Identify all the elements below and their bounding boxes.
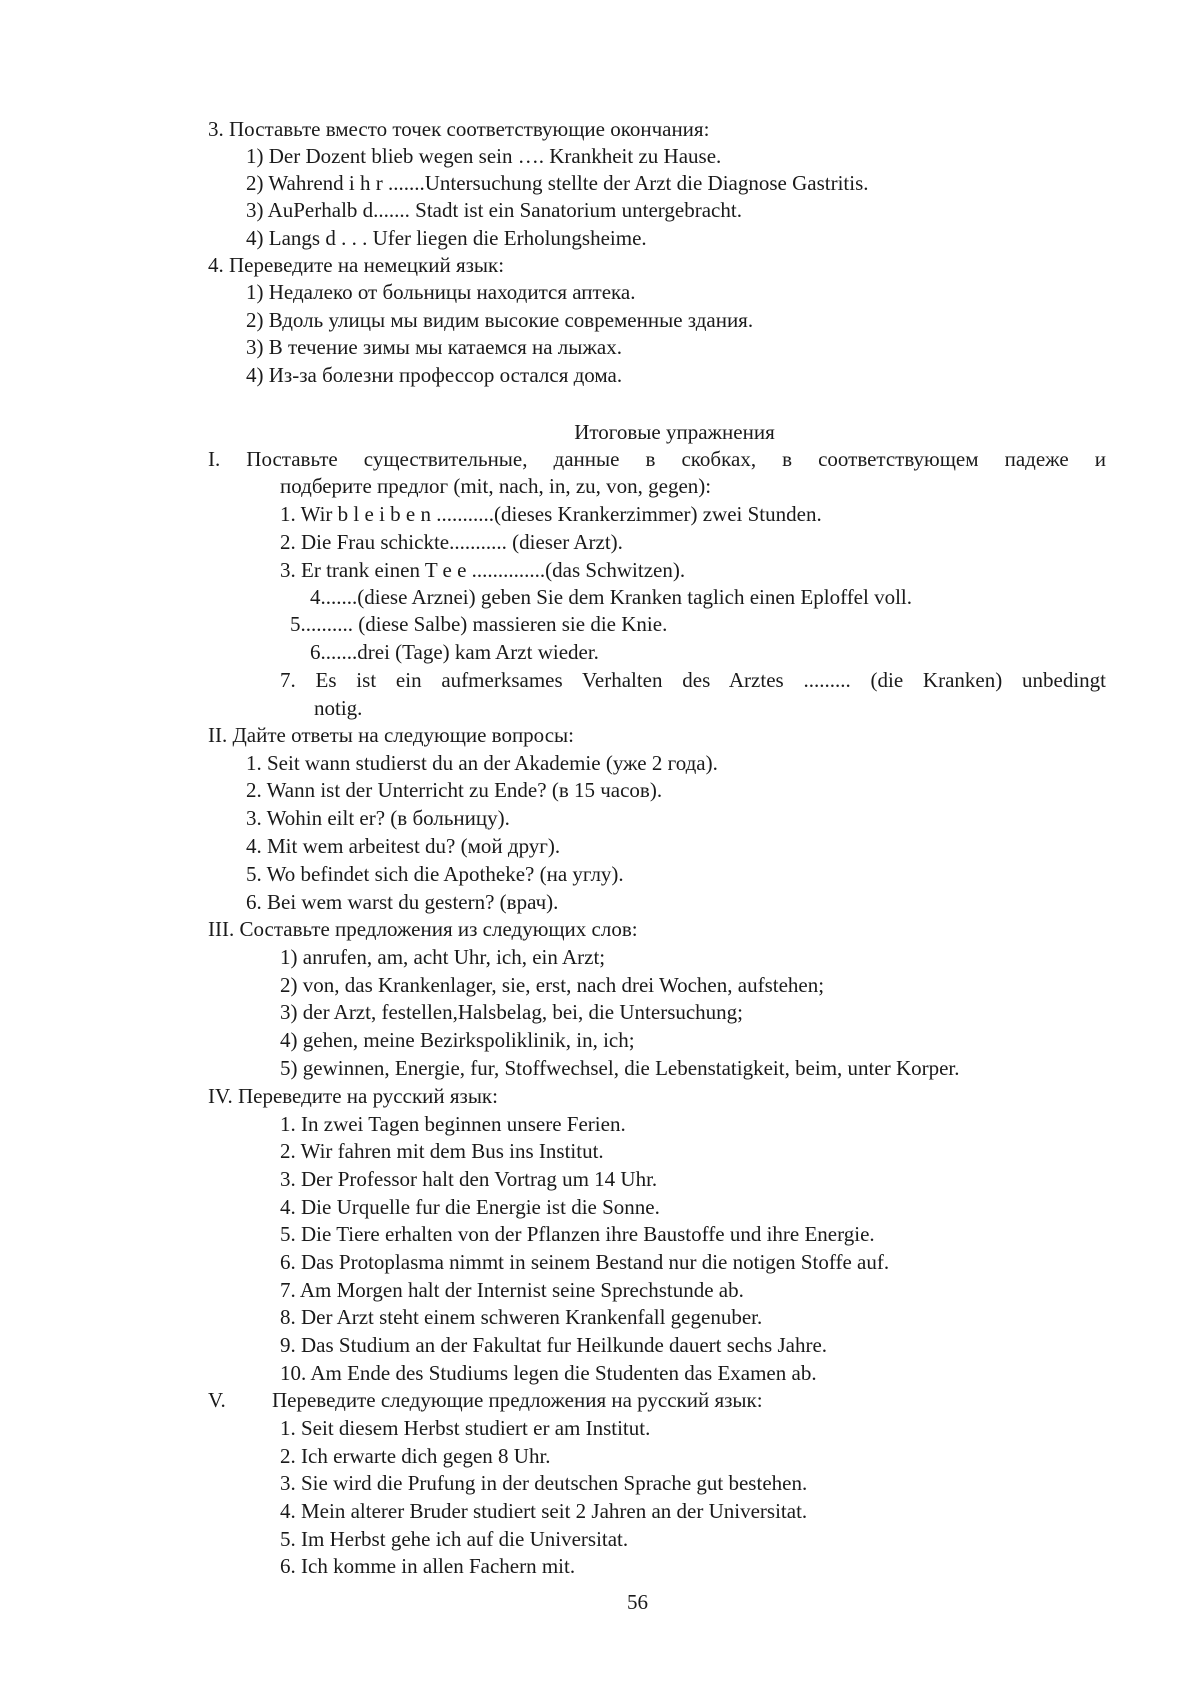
section-iv-heading: IV. Переведите на русский язык: — [208, 1084, 498, 1108]
section-iii-item: 3) der Arzt, festellen,Halsbelag, bei, die Untersuchung; — [280, 1000, 744, 1024]
section-ii-item: 6. Bei wem warst du gestern? (врач). — [246, 890, 559, 914]
section-v-item: 5. Im Herbst gehe ich auf die Universitat. — [280, 1527, 629, 1551]
section-iii-item: 1) anrufen, am, acht Uhr, ich, ein Arzt; — [280, 945, 606, 969]
section-ii-item: 1. Seit wann studierst du an der Akademie (уже 2 года). — [246, 751, 718, 775]
section-iv-item: 1. In zwei Tagen beginnen unsere Ferien. — [280, 1112, 626, 1136]
exercise-4-item: 3) В течение зимы мы катаемся на лыжах. — [246, 335, 622, 359]
exercise-4-item: 4) Из-за болезни профессор остался дома. — [246, 363, 623, 387]
section-i-item: 5.......... (diese Salbe) massieren sie die Knie. — [290, 612, 668, 636]
section-iii-item: 4) gehen, meine Bezirkspoliklinik, in, ich; — [280, 1028, 635, 1052]
exercise-4-heading: 4. Переведите на немецкий язык: — [208, 253, 505, 277]
section-v-item: 4. Mein alterer Bruder studiert seit 2 Jahren an der Universitat. — [280, 1499, 808, 1523]
section-v-heading: Переведите следующие предложения на русский язык: — [272, 1388, 763, 1412]
section-v-item: 3. Sie wird die Prufung in der deutschen Sprache gut bestehen. — [280, 1471, 808, 1495]
section-ii-heading: II. Дайте ответы на следующие вопросы: — [208, 723, 574, 747]
section-iv-item: 4. Die Urquelle fur die Energie ist die Sonne. — [280, 1195, 660, 1219]
section-i-item: 6.......drei (Tage) kam Arzt wieder. — [310, 640, 599, 664]
section-iv-item: 5. Die Tiere erhalten von der Pflanzen ihre Baustoffe und ihre Energie. — [280, 1222, 875, 1246]
exercise-3-item: 1) Der Dozent blieb wegen sein …. Krankheit zu Hause. — [246, 144, 722, 168]
section-iv-item: 2. Wir fahren mit dem Bus ins Institut. — [280, 1139, 604, 1163]
exercise-3-heading: 3. Поставьте вместо точек соответствующие окончания: — [208, 117, 710, 141]
section-iv-item: 9. Das Studium an der Fakultat fur Heilkunde dauert sechs Jahre. — [280, 1333, 828, 1357]
exercise-3-item: 4) Langs d . . . Ufer liegen die Erholungsheime. — [246, 226, 647, 250]
page-number: 56 — [627, 1590, 648, 1614]
exercise-3-item: 2) Wahrend i h r .......Untersuchung stellte der Arzt die Diagnose Gastritis. — [246, 171, 869, 195]
section-iv-item: 6. Das Protoplasma nimmt in seinem Bestand nur die notigen Stoffe auf. — [280, 1250, 890, 1274]
section-v-item: 2. Ich erwarte dich gegen 8 Uhr. — [280, 1444, 551, 1468]
section-iii-item: 5) gewinnen, Energie, fur, Stoffwechsel, die Lebenstatigkeit, beim, unter Korper. — [280, 1056, 960, 1080]
section-i-heading-cont: подберите предлог (mit, nach, in, zu, von, gegen): — [280, 474, 712, 498]
section-i-item: 3. Er trank einen T e e ..............(das Schwitzen). — [280, 558, 686, 582]
section-v-item: 1. Seit diesem Herbst studiert er am Institut. — [280, 1416, 651, 1440]
section-v-item: 6. Ich komme in allen Fachern mit. — [280, 1554, 576, 1578]
section-iv-item: 10. Am Ende des Studiums legen die Studenten das Examen ab. — [280, 1361, 817, 1385]
section-ii-item: 3. Wohin eilt er? (в больницу). — [246, 806, 510, 830]
section-ii-item: 2. Wann ist der Unterricht zu Ende? (в 15 часов). — [246, 778, 663, 802]
section-iv-item: 3. Der Professor halt den Vortrag um 14 Uhr. — [280, 1167, 658, 1191]
exercise-4-item: 1) Недалеко от больницы находится аптека. — [246, 280, 636, 304]
section-ii-item: 5. Wo befindet sich die Apotheke? (на углу). — [246, 862, 624, 886]
section-ii-item: 4. Mit wem arbeitest du? (мой друг). — [246, 834, 561, 858]
section-v-numeral: V. — [208, 1388, 226, 1412]
section-i-item: 7. Es ist ein aufmerksames Verhalten des Arztes ......... (die Kranken) unbedingt — [280, 668, 1106, 692]
section-iv-item: 7. Am Morgen halt der Internist seine Sprechstunde ab. — [280, 1278, 744, 1302]
section-iii-item: 2) von, das Krankenlager, sie, erst, nach drei Wochen, aufstehen; — [280, 973, 825, 997]
section-title: Итоговые упражнения — [574, 420, 775, 444]
section-iii-heading: III. Составьте предложения из следующих слов: — [208, 917, 638, 941]
section-i-item: 1. Wir b l e i b e n ...........(dieses Krankerzimmer) zwei Stunden. — [280, 502, 822, 526]
exercise-4-item: 2) Вдоль улицы мы видим высокие современные здания. — [246, 308, 754, 332]
exercise-3-item: 3) AuPerhalb d....... Stadt ist ein Sanatorium untergebracht. — [246, 198, 742, 222]
section-i-item-cont: notig. — [314, 696, 363, 720]
section-i-item: 2. Die Frau schickte........... (dieser Arzt). — [280, 530, 623, 554]
section-i-item: 4.......(diese Arznei) geben Sie dem Kranken taglich einen Eploffel voll. — [310, 585, 913, 609]
section-iv-item: 8. Der Arzt steht einem schweren Krankenfall gegenuber. — [280, 1305, 763, 1329]
section-i-heading: I. Поставьте существительные, данные в скобках, в соответствующем падеже и — [208, 447, 1106, 471]
